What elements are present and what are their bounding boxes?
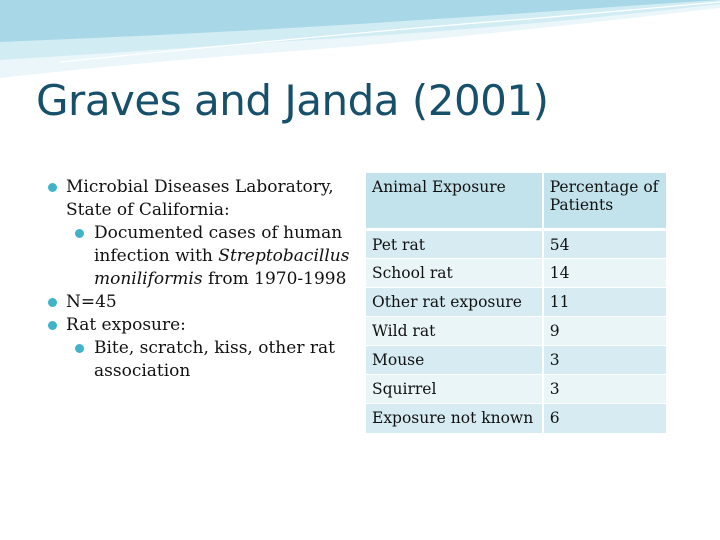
bullet-list (42, 176, 352, 383)
bullet-italic-text: Streptobacillus moniliformis (94, 246, 350, 289)
slide-title: Graves and Janda (2001) (36, 76, 549, 125)
percentage-cell: 3 (543, 375, 666, 404)
exposure-type-cell: School rat (366, 259, 543, 288)
table-row (366, 259, 666, 288)
percentage-cell: 11 (543, 288, 666, 317)
bullet-text: Microbial Diseases Laboratory, State of California: (66, 177, 334, 220)
table-row (366, 288, 666, 317)
exposure-type-cell: Wild rat (366, 317, 543, 346)
percentage-cell: 3 (543, 346, 666, 375)
table-row (366, 230, 666, 259)
table-row (366, 404, 666, 433)
sub-bullet-item (42, 337, 352, 383)
exposure-table (366, 173, 666, 433)
table-header-row (366, 173, 666, 230)
bullet-dot-icon (75, 344, 84, 353)
bullet-dot-icon (48, 298, 57, 307)
table-row (366, 346, 666, 375)
percentage-cell: 9 (543, 317, 666, 346)
bullet-dot-icon (48, 183, 57, 192)
exposure-type-cell: Exposure not known (366, 404, 543, 433)
bullet-item (42, 291, 352, 314)
bullet-dot-icon (48, 321, 57, 330)
bullet-item (42, 176, 352, 222)
bullet-text-part: Documented cases of human infection with (94, 223, 343, 266)
bullet-text: Rat exposure: (66, 315, 186, 335)
exposure-type-cell: Mouse (366, 346, 543, 375)
table-row (366, 317, 666, 346)
exposure-type-cell: Pet rat (366, 230, 543, 259)
exposure-type-cell: Squirrel (366, 375, 543, 404)
percentage-cell: 14 (543, 259, 666, 288)
header-animal-exposure: Animal Exposure (366, 173, 543, 230)
table-row (366, 375, 666, 404)
bullet-text: N=45 (66, 292, 117, 312)
percentage-cell: 54 (543, 230, 666, 259)
bullet-text (94, 223, 349, 289)
bullet-item (42, 314, 352, 337)
percentage-cell: 6 (543, 404, 666, 433)
header-percentage-of-patients: Percentage of Patients (543, 173, 666, 230)
exposure-type-cell: Other rat exposure (366, 288, 543, 317)
sub-bullet-item (42, 222, 352, 291)
bullet-text: Bite, scratch, kiss, other rat association (94, 338, 335, 381)
bullet-text-part: from 1970-1998 (202, 269, 347, 289)
bullet-dot-icon (75, 229, 84, 238)
